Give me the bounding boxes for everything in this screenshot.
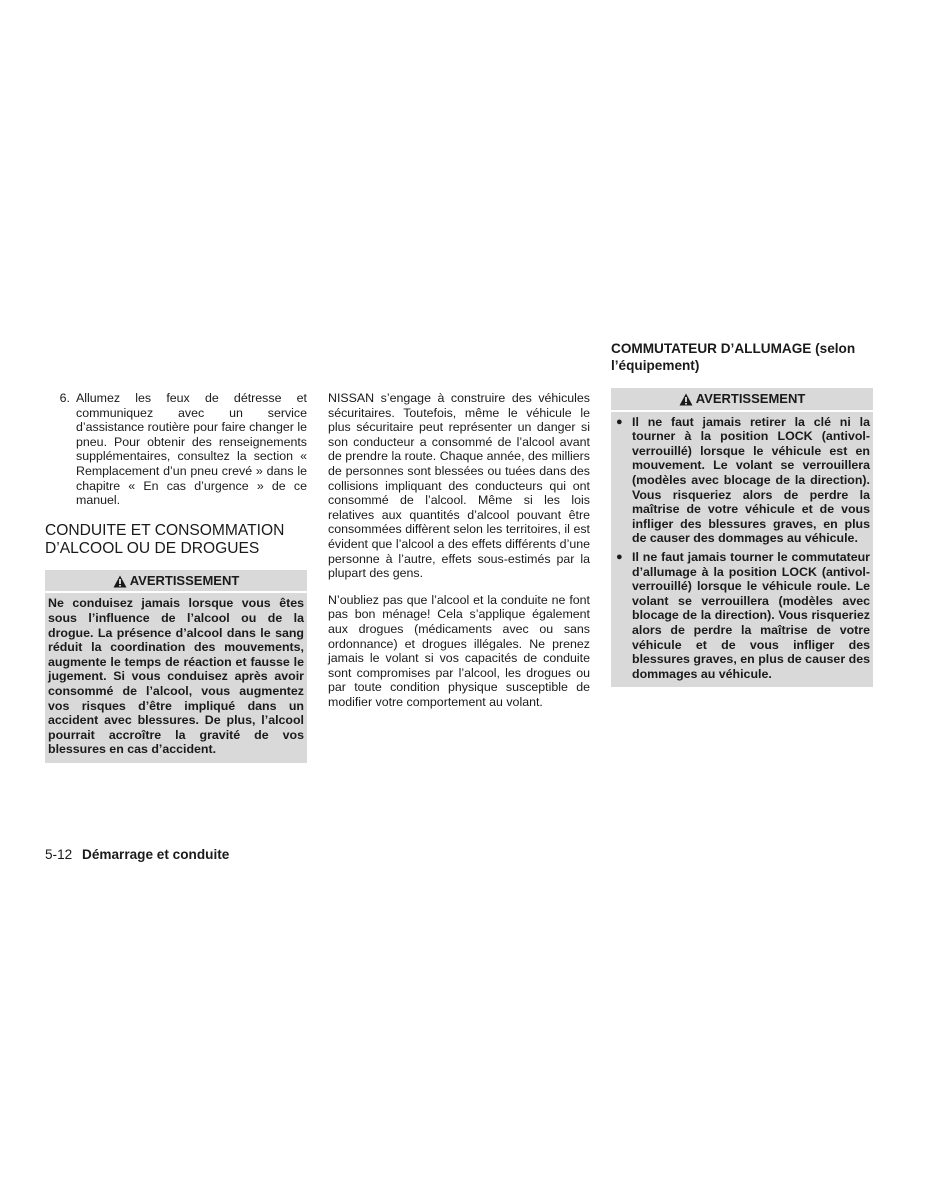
section-heading-ignition: COMMUTATEUR D’ALLUMAGE (selon l’équipement)	[611, 341, 856, 373]
warning-header	[45, 570, 307, 594]
paragraph-2: N’oubliez pas que l’alcool et la conduite ne font pas bon ménage! Cela s’applique également aux drogues (médicaments avec ou sans ordonnance) et drogues illégales. Ne prenez jamais le volant si vos capacités de conduite sont compromises par l’alcool, les drogues ou par toute condition physique susceptible de modifier votre comportement au volant.	[328, 592, 590, 709]
warning-triangle-icon	[679, 393, 693, 406]
warning-item-text: Il ne faut jamais retirer la clé ni la tourner à la position LOCK (antivol-verrouillé) lorsque le véhicule est en mouvement. Le volant se verrouillera (modèles avec blocage de la direction). Vous risqueriez alors de perdre la maîtrise de votre véhicule et de vous infliger des blessures graves, en plus de causer des dommages au véhicule.	[632, 414, 870, 546]
column-left	[45, 391, 307, 763]
column-right	[611, 340, 873, 687]
warning-item-text: Il ne faut jamais tourner le commutateur d’allumage à la position LOCK (antivol-verrouillé) lorsque le véhicule roule. Le volant se verrouillera (modèles avec blocage de la direction). Vous risqueriez alors de perdre la maîtrise de votre véhicule et de vous infliger des blessures graves, en plus de causer des dommages au véhicule.	[632, 549, 870, 681]
chapter-title: Démarrage et conduite	[82, 847, 230, 862]
bullet-icon: ●	[616, 550, 623, 563]
page-number: 5-12	[45, 847, 73, 862]
warning-text: Ne conduisez jamais lorsque vous êtes sous l’influence de l’alcool ou de la drogue. La présence d’alcool dans le sang réduit la coordination des mouvements, augmente le temps de réaction et fausse le jugement. Si vous conduisez après avoir consommé de l’alcool, vous augmentez vos risques d’être impliqué dans un accident avec blessures. De plus, l’alcool pourrait accroître la gravité de vos blessures en cas d’accident.	[48, 596, 304, 757]
section-heading-alcohol: CONDUITE ET CONSOMMATION D’ALCOOL OU DE DROGUES	[45, 521, 285, 557]
warning-triangle-icon	[113, 575, 127, 588]
warning-item	[614, 550, 870, 681]
bullet-icon: ●	[616, 415, 623, 428]
warning-header	[611, 388, 873, 412]
column-middle	[328, 391, 590, 721]
paragraph-1: NISSAN s’engage à construire des véhicules sécuritaires. Toutefois, même le véhicule le plus sécuritaire peut représenter un danger si son conducteur a consommé de l’alcool avant de prendre la route. Chaque année, des milliers de personnes sont blessées ou tuées dans des collisions impliquant des conducteurs qui ont consommé de l’alcool. Même si les lois relatives aux quantités d’alcool pouvant être consommées diffèrent selon les territoires, il est évident que l’alcool a des effets différents d’une personne à l’autre, effets sous-estimés par la plupart des gens.	[328, 391, 590, 581]
step-text: Allumez les feux de détresse et communiquez avec un service d’assistance routière pour faire changer le pneu. Pour obtenir des renseignements supplémentaires, consultez la section « Remplacement d’un pneu crevé » dans le chapitre « En cas d’urgence » de ce manuel.	[76, 391, 307, 508]
warning-title: AVERTISSEMENT	[129, 572, 240, 588]
warning-box-ignition	[611, 388, 873, 687]
step-number: 6.	[59, 391, 70, 405]
page-footer	[45, 847, 229, 862]
warning-title: AVERTISSEMENT	[695, 391, 806, 406]
warning-box-alcohol	[45, 570, 307, 763]
step-6	[45, 391, 307, 508]
warning-list	[611, 412, 873, 688]
warning-item	[614, 415, 870, 546]
